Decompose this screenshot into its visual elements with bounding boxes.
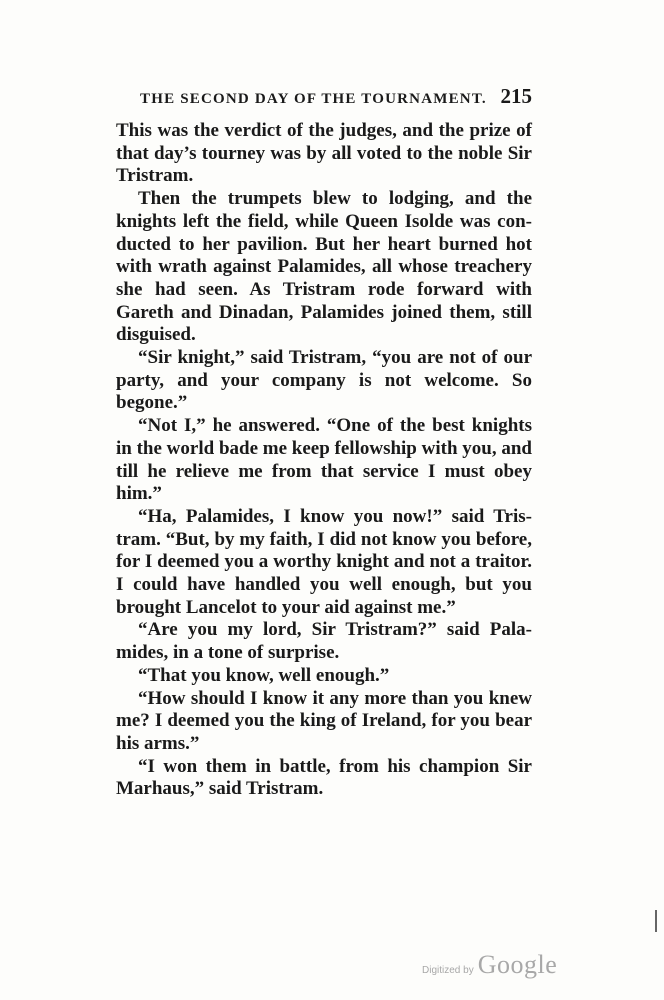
paragraph: “Ha, Palamides, I know you now!” said Tristram. “But, by my faith, I did not know you before, for I deemed you a worthy knight and not a traitor. I could have handled you well enough, but you brought Lancelot to your aid against me.” bbox=[116, 505, 532, 618]
running-head bbox=[140, 84, 532, 109]
paragraph: Then the trumpets blew to lodging, and the knights left the field, while Queen Isolde was conducted to her pavilion. But her heart burned hot with wrath against Palamides, all whose treachery she had seen. As Tristram rode forward with Gareth and Dinadan, Palamides joined them, still disguised. bbox=[116, 188, 532, 346]
google-logo: Google bbox=[477, 950, 558, 979]
paragraph: “Not I,” he answered. “One of the best knights in the world bade me keep fellowship with you, and till he relieve me from that service I must obey him.” bbox=[116, 415, 532, 505]
margin-mark bbox=[655, 910, 657, 932]
page-number: 215 bbox=[500, 84, 532, 108]
digitized-by-google-watermark bbox=[422, 950, 557, 980]
paragraph: “Sir knight,” said Tristram, “you are not of our party, and your company is not welcome. So begone.” bbox=[116, 347, 532, 414]
running-title: THE SECOND DAY OF THE TOURNAMENT. bbox=[140, 91, 487, 107]
watermark-prefix: Digitized by bbox=[422, 965, 474, 976]
paragraph: “How should I know it any more than you knew me? I deemed you the king of Ireland, for you bear his arms.” bbox=[116, 687, 532, 754]
paragraph: This was the verdict of the judges, and the prize of that day’s tourney was by all voted to the noble Sir Tristram. bbox=[116, 120, 532, 187]
paragraph: “I won them in battle, from his champion Sir Marhaus,” said Tristram. bbox=[116, 755, 532, 800]
paragraph: “That you know, well enough.” bbox=[138, 664, 390, 686]
paragraph: “Are you my lord, Sir Tristram?” said Palamides, in a tone of surprise. bbox=[116, 619, 532, 664]
body-text bbox=[116, 120, 532, 801]
